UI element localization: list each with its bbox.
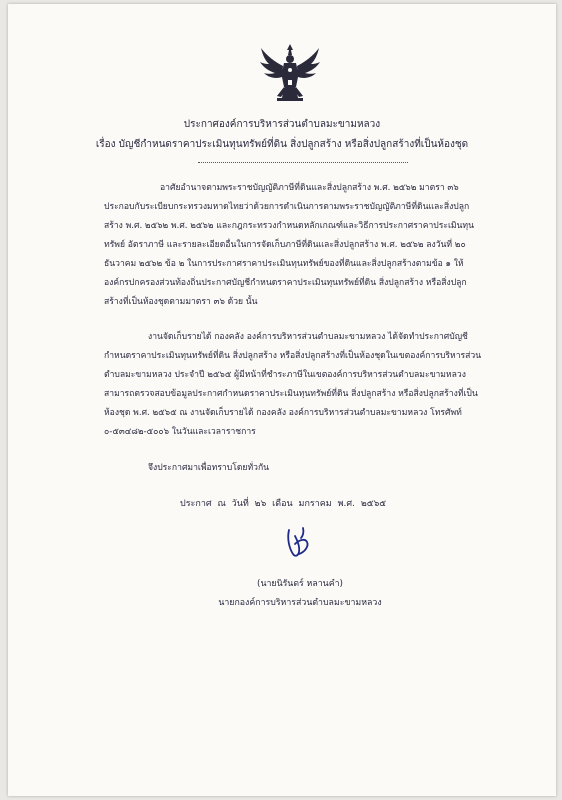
document-heading: ประกาศองค์การบริหารส่วนตำบลมะขามหลวง (183, 119, 381, 130)
paragraph-line: สร้าง พ.ศ. ๒๕๖๒ พ.ศ. ๒๕๖๒ และกฎกระทรวงกำหนดหลักเกณฑ์และวิธีการประกาศราคาประเมินทุน (104, 221, 474, 231)
paragraph-line: ทรัพย์ อัตราภาษี และรายละเอียดอื่นในการจัดเก็บภาษีที่ดินและสิ่งปลูกสร้าง พ.ศ. ๒๕๖๒ ลงวันที่ ๒๐ (104, 240, 466, 250)
paragraph-line: กำหนดราคาประเมินทุนทรัพย์ที่ดิน สิ่งปลูกสร้าง หรือสิ่งปลูกสร้างที่เป็นห้องชุดในเขตองค์การบริหารส่วน (104, 351, 482, 361)
paragraph-line: สามารถตรวจสอบข้อมูลประกาศกำหนดราคาประเมินทุนทรัพย์ที่ดิน สิ่งปลูกสร้าง หรือสิ่งปลูกสร้างที่เป็น (104, 389, 478, 399)
body-paragraph-2 (104, 328, 536, 442)
signer-title: นายกองค์การบริหารส่วนตำบลมะขามหลวง (218, 598, 382, 608)
document-page (8, 4, 556, 796)
announcement-text: จึงประกาศมาเพื่อทราบโดยทั่วกัน (148, 463, 270, 473)
document-subject: เรื่อง บัญชีกำหนดราคาประเมินทุนทรัพย์ที่ดิน สิ่งปลูกสร้าง หรือสิ่งปลูกสร้างที่เป็นห้องชุด (95, 139, 469, 150)
signer-name: (นายนิรันดร์ หลานคำ) (257, 579, 343, 589)
body-paragraph-1 (104, 179, 536, 312)
paragraph-line: องค์กรปกครองส่วนท้องถิ่นประกาศบัญชีกำหนดราคาประเมินทุนทรัพย์ที่ดิน สิ่งปลูกสร้าง หรือสิ่งปลูก (104, 278, 467, 288)
handwritten-signature-icon (283, 524, 313, 560)
paragraph-line: ตำบลมะขามหลวง ประจำปี ๒๕๖๕ ผู้มีหน้าที่ชำระภาษีในเขตองค์การบริหารส่วนตำบลมะขามหลวง (104, 370, 466, 380)
paragraph-line: อาศัยอำนาจตามพระราชบัญญัติภาษีที่ดินและสิ่งปลูกสร้าง พ.ศ. ๒๕๖๒ มาตรา ๓๖ (160, 183, 459, 193)
paragraph-line: สร้างที่เป็นห้องชุดตามมาตรา ๓๖ ด้วย นั้น (104, 297, 258, 307)
paragraph-line: ธันวาคม ๒๕๖๒ ข้อ ๒ ในการประกาศราคาประเมินทุนทรัพย์ของที่ดินและสิ่งปลูกสร้างตามข้อ ๑ ให้ (104, 259, 464, 269)
paragraph-line: งานจัดเก็บรายได้ กองคลัง องค์การบริหารส่วนตำบลมะขามหลวง ได้จัดทำประกาศบัญชี (148, 332, 468, 342)
garuda-emblem-icon (257, 42, 323, 108)
announcement-date: ประกาศ ณ วันที่ ๒๖ เดือน มกราคม พ.ศ. ๒๕๖๕ (180, 499, 387, 509)
paragraph-line: ประกอบกับระเบียบกระทรวงมหาดไทยว่าด้วยการดำเนินการตามพระราชบัญญัติภาษีที่ดินและสิ่งปลูก (104, 202, 470, 212)
dotted-divider (198, 162, 408, 163)
paragraph-line: ห้องชุด พ.ศ. ๒๕๖๕ ณ งานจัดเก็บรายได้ กองคลัง องค์การบริหารส่วนตำบลมะขามหลวง โทรศัพท์ (104, 408, 462, 418)
paragraph-line: ๐-๕๓๔๘๒-๕๐๐๖ ในวันและเวลาราชการ (104, 427, 256, 437)
